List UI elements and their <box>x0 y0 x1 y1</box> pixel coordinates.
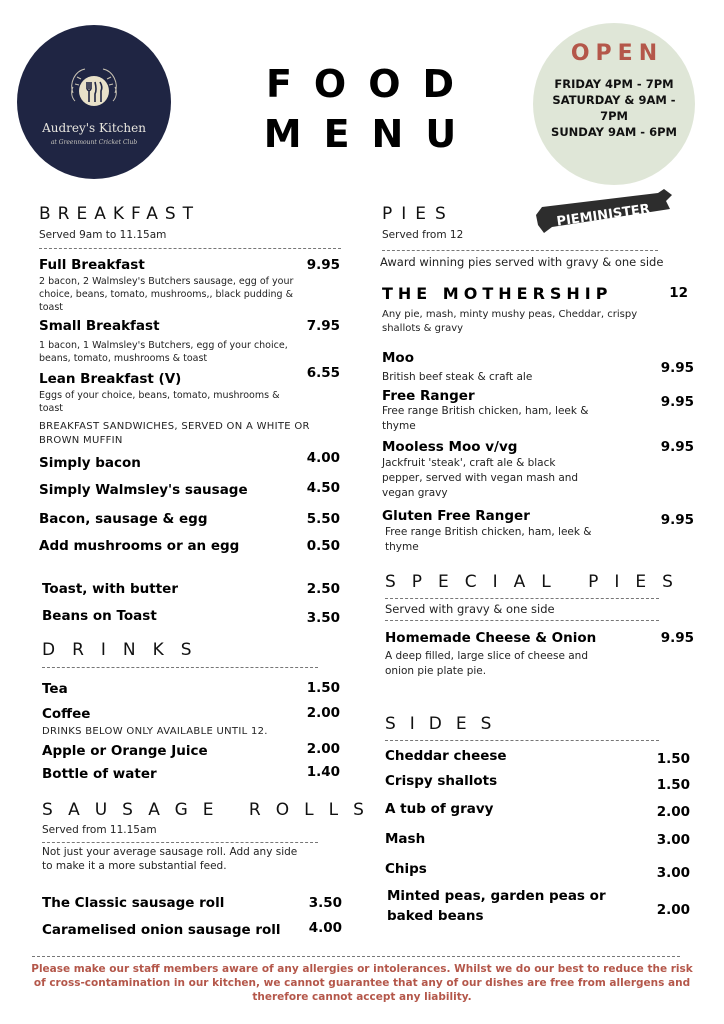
menu-item-price: 4.00 <box>308 920 342 936</box>
menu-item-desc: onion pie plate pie. <box>385 665 487 677</box>
menu-item-price: 9.95 <box>660 360 694 376</box>
menu-item-name: Mash <box>385 831 426 847</box>
menu-item-price: 1.50 <box>656 751 690 767</box>
divider <box>32 956 680 957</box>
breakfast-note: Served 9am to 11.15am <box>39 229 167 241</box>
pieminister-logo <box>534 187 674 239</box>
mothership-desc: shallots & gravy <box>382 323 464 334</box>
menu-item-name: Caramelised onion sausage roll <box>42 922 281 938</box>
logo-subtitle: at Greenmount Cricket Club <box>50 139 138 146</box>
menu-item-price: 1.50 <box>306 680 340 696</box>
menu-item-name: Bacon, sausage & egg <box>39 511 208 527</box>
page-title-line2: MENU <box>263 112 479 156</box>
menu-item-price: 2.00 <box>656 804 690 820</box>
drinks-note: DRINKS BELOW ONLY AVAILABLE UNTIL 12. <box>42 726 268 737</box>
menu-item-desc: 1 bacon, 1 Walmsley's Butchers, egg of your choice, <box>39 340 288 351</box>
pies-award-note: Award winning pies served with gravy & one side <box>380 255 664 269</box>
menu-item-name: Free Ranger <box>382 388 475 404</box>
menu-item-price: 7.95 <box>306 318 340 334</box>
menu-item-price: 2.00 <box>306 705 340 721</box>
menu-item-name: Moo <box>382 350 414 366</box>
allergy-disclaimer <box>16 962 708 1004</box>
mothership-price: 12 <box>669 285 688 301</box>
menu-item-desc: thyme <box>382 420 416 432</box>
menu-item-price: 1.50 <box>656 777 690 793</box>
menu-item-price: 9.95 <box>660 630 694 646</box>
menu-item-desc: pepper, served with vegan mash and <box>382 472 579 484</box>
menu-item-name: Gluten Free Ranger <box>382 508 530 524</box>
sandwich-note: BROWN MUFFIN <box>39 435 123 446</box>
menu-item-name: Simply bacon <box>39 455 141 471</box>
menu-item-desc: toast <box>39 403 64 414</box>
menu-item-desc: toast <box>39 302 64 313</box>
allergy-disclaimer-line: of cross-contamination in our kitchen, we cannot guarantee that any of our dishes are free from allergens and <box>33 977 691 989</box>
sandwich-note: BREAKFAST SANDWICHES, SERVED ON A WHITE OR <box>39 421 310 432</box>
cutlery-emblem-icon <box>67 63 121 117</box>
section-heading-drinks: DRINKS <box>42 640 209 660</box>
menu-item-price: 3.00 <box>656 832 690 848</box>
menu-item-name: Beans on Toast <box>42 608 157 624</box>
menu-item-price: 0.50 <box>306 538 340 554</box>
divider <box>385 740 659 741</box>
divider <box>385 620 659 621</box>
menu-item-price: 4.50 <box>306 480 340 496</box>
opening-hours-badge <box>533 23 695 185</box>
menu-item-name: Chips <box>385 861 427 877</box>
sausage-rolls-note: Served from 11.15am <box>42 824 157 836</box>
menu-item-desc: Free range British chicken, ham, leek & <box>382 405 589 417</box>
menu-item-name: Small Breakfast <box>39 318 160 334</box>
opening-hours-line: 7PM <box>600 109 628 123</box>
pieminister-text: PIEMINISTER <box>555 201 651 230</box>
menu-item-name: Homemade Cheese & Onion <box>385 630 597 646</box>
section-heading-breakfast: BREAKFAST <box>39 204 201 224</box>
section-heading-pies: PIES <box>382 204 455 224</box>
menu-item-price: 9.95 <box>660 394 694 410</box>
menu-item-price: 5.50 <box>306 511 340 527</box>
menu-item-desc: Eggs of your choice, beans, tomato, mushrooms & <box>39 390 280 401</box>
section-heading-sides: SIDES <box>385 714 506 734</box>
menu-item-desc: choice, beans, tomato, mushrooms,, black pudding & <box>39 289 293 300</box>
sausage-rolls-desc: Not just your average sausage roll. Add any side <box>42 846 298 858</box>
menu-item-price: 3.50 <box>306 610 340 626</box>
section-heading-sausage-rolls: SAUSAGE ROLLS <box>42 800 379 820</box>
menu-item-name: Bottle of water <box>42 766 157 782</box>
divider <box>39 248 341 249</box>
menu-item-price: 2.50 <box>306 581 340 597</box>
menu-item-name: Full Breakfast <box>39 257 145 273</box>
divider <box>42 842 318 843</box>
menu-item-price: 6.55 <box>306 365 340 381</box>
menu-item-desc: Jackfruit 'steak', craft ale & black <box>382 457 556 469</box>
menu-item-name: Minted peas, garden peas or <box>387 888 606 904</box>
menu-item-price: 9.95 <box>660 439 694 455</box>
menu-item-price: 2.00 <box>656 902 690 918</box>
logo-name: Audrey's Kitchen <box>42 121 146 135</box>
special-pies-note: Served with gravy & one side <box>385 602 555 616</box>
opening-hours-heading: OPEN <box>570 41 664 66</box>
mothership-name: THE MOTHERSHIP <box>382 284 613 303</box>
sausage-rolls-desc: to make it a more substantial feed. <box>42 860 227 872</box>
menu-item-desc: thyme <box>385 541 419 553</box>
menu-item-name: Toast, with butter <box>42 581 178 597</box>
menu-item-name: Mooless Moo v/vg <box>382 439 518 455</box>
opening-hours-line: SUNDAY 9AM - 6PM <box>551 125 677 139</box>
allergy-disclaimer-line: Please make our staff members aware of any allergies or intolerances. Whilst we do our best to reduce the risk <box>31 963 693 975</box>
menu-item-name: baked beans <box>387 908 484 924</box>
divider <box>382 250 658 251</box>
menu-item-name: Add mushrooms or an egg <box>39 538 240 554</box>
opening-hours-line: SATURDAY & 9AM - <box>552 93 676 107</box>
divider <box>42 667 318 668</box>
menu-item-price: 4.00 <box>306 450 340 466</box>
menu-item-name: A tub of gravy <box>385 801 494 817</box>
menu-item-name: Crispy shallots <box>385 773 498 789</box>
menu-item-price: 9.95 <box>306 257 340 273</box>
divider <box>385 598 659 599</box>
menu-item-desc: 2 bacon, 2 Walmsley's Butchers sausage, egg of your <box>39 276 294 287</box>
allergy-disclaimer-line: therefore cannot accept any liability. <box>252 991 472 1003</box>
mothership-desc: Any pie, mash, minty mushy peas, Cheddar, crispy <box>382 309 638 320</box>
menu-item-name: The Classic sausage roll <box>42 895 225 911</box>
menu-item-price: 9.95 <box>660 512 694 528</box>
menu-item-desc: beans, tomato, mushrooms & toast <box>39 353 208 364</box>
menu-item-desc: British beef steak & craft ale <box>382 371 533 383</box>
menu-item-desc: vegan gravy <box>382 487 448 499</box>
menu-item-price: 2.00 <box>306 741 340 757</box>
menu-item-price: 3.00 <box>656 865 690 881</box>
section-heading-special-pies: SPECIAL PIES <box>385 572 689 592</box>
menu-item-name: Simply Walmsley's sausage <box>39 482 248 498</box>
menu-item-name: Lean Breakfast (V) <box>39 371 182 387</box>
pies-note: Served from 12 <box>382 229 464 241</box>
menu-item-price: 3.50 <box>308 895 342 911</box>
menu-item-name: Coffee <box>42 706 91 722</box>
menu-item-name: Tea <box>42 681 68 697</box>
logo <box>17 25 171 179</box>
menu-item-desc: Free range British chicken, ham, leek & <box>385 526 592 538</box>
menu-item-name: Apple or Orange Juice <box>42 743 208 759</box>
page-title-line1: FOOD <box>265 62 477 106</box>
opening-hours-line: FRIDAY 4PM - 7PM <box>554 77 674 91</box>
menu-item-price: 1.40 <box>306 764 340 780</box>
menu-item-desc: A deep filled, large slice of cheese and <box>385 650 589 662</box>
menu-item-name: Cheddar cheese <box>385 748 507 764</box>
